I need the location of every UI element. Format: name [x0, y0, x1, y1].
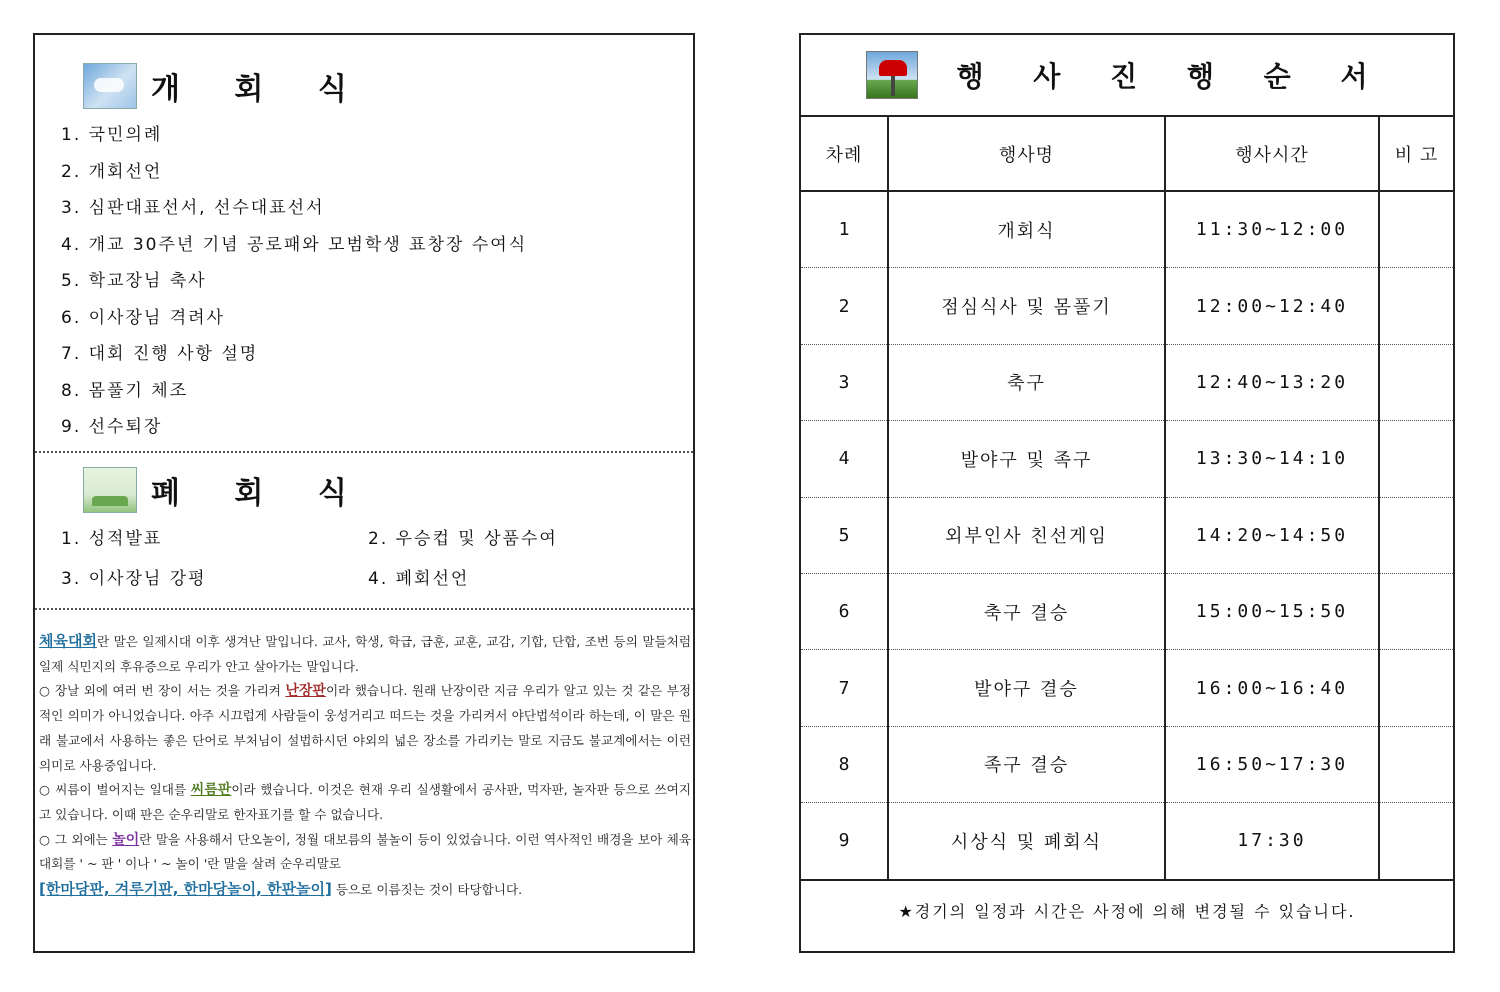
column-header-note: 비 고	[1379, 117, 1453, 191]
highlight-term: 놀이	[112, 831, 140, 848]
mailbox-image-icon	[866, 51, 918, 99]
highlight-term: [한마당판, 겨루기판, 한마당놀이, 한판놀이]	[39, 880, 332, 899]
closing-ceremony-title: 폐 회 식	[151, 476, 369, 511]
table-row	[801, 650, 1453, 726]
opening-ceremony-title: 개 회 식	[151, 72, 369, 107]
closing-item: 4. 폐회선언	[368, 569, 470, 589]
column-header-time: 행사시간	[1165, 117, 1379, 191]
schedule-table	[801, 117, 1453, 881]
closing-ceremony-list	[61, 525, 671, 593]
order-cell: 7	[801, 650, 888, 726]
note-cell	[1379, 726, 1453, 802]
ceremony-panel	[33, 33, 695, 953]
time-cell: 12:00~12:40	[1165, 268, 1379, 344]
closing-item: 2. 우승컵 및 상품수여	[368, 529, 558, 549]
section-divider	[35, 451, 693, 453]
opening-item: 5. 학교장님 축사	[61, 271, 207, 291]
time-cell: 17:30	[1165, 803, 1379, 880]
schedule-panel	[799, 33, 1455, 953]
order-cell: 2	[801, 268, 888, 344]
section-divider	[35, 608, 693, 610]
event-cell: 외부인사 친선게임	[888, 497, 1165, 573]
essay-paragraph	[39, 778, 691, 827]
essay-text: 란 말은 일제시대 이후 생겨난 말입니다. 교사, 학생, 학급, 급훈, 교훈, 교감, 기합, 단합, 조번 등의 말들처럼 일제 식민지의 후유증으로 우리가 안고 살아가는 말입니다.	[39, 634, 691, 674]
note-cell	[1379, 191, 1453, 268]
note-cell	[1379, 650, 1453, 726]
table-row	[801, 726, 1453, 802]
event-cell: 점심식사 및 몸풀기	[888, 268, 1165, 344]
order-cell: 3	[801, 344, 888, 420]
highlight-term: 난장판	[285, 683, 326, 700]
event-cell: 축구	[888, 344, 1165, 420]
order-cell: 5	[801, 497, 888, 573]
time-cell: 12:40~13:20	[1165, 344, 1379, 420]
column-header-order: 차례	[801, 117, 888, 191]
table-row	[801, 573, 1453, 649]
opening-ceremony-list	[61, 117, 527, 446]
closing-item: 3. 이사장님 강평	[61, 569, 207, 589]
essay-paragraph	[39, 629, 691, 679]
order-cell: 9	[801, 803, 888, 880]
opening-item: 7. 대회 진행 사항 설명	[61, 344, 259, 364]
table-row	[801, 497, 1453, 573]
grass-image-icon	[83, 467, 137, 513]
opening-item: 3. 심판대표선서, 선수대표선서	[61, 198, 325, 218]
opening-item: 6. 이사장님 격려사	[61, 307, 225, 328]
opening-item: 4. 개교 30주년 기념 공로패와 모범학생 표창장 수여식	[61, 234, 528, 255]
event-cell: 개회식	[888, 191, 1165, 268]
order-cell: 8	[801, 726, 888, 802]
opening-item: 8. 몸풀기 체조	[61, 380, 189, 401]
opening-item: 9. 선수퇴장	[61, 417, 163, 437]
order-cell: 4	[801, 421, 888, 497]
essay-paragraph	[39, 679, 691, 778]
essay-text: ○ 장날 외에 여러 번 장이 서는 것을 가리켜	[39, 683, 286, 699]
table-row	[801, 803, 1453, 880]
essay-text: 란 말을 사용해서 단오놀이, 정월 대보름의 불놀이 등이 있었습니다. 이런 역사적인 배경을 보아 체육대회를 ' ~ 판 ' 이나 ' ~ 놀이 '란 말을 살려 순우리말로	[39, 831, 691, 872]
table-row	[801, 421, 1453, 497]
schedule-footnote: ★경기의 일정과 시간은 사정에 의해 변경될 수 있습니다.	[898, 902, 1356, 921]
essay-text: 이라 했습니다. 이것은 현재 우리 실생활에서 공사판, 먹자판, 놀자판 등으로 쓰여지고 있습니다. 이때 판은 순우리말로 한자표기를 할 수 없습니다.	[39, 782, 691, 822]
schedule-header	[801, 35, 1453, 117]
essay-text: ○ 씨름이 벌어지는 일대를	[39, 782, 191, 798]
essay-paragraph	[39, 828, 691, 877]
closing-item: 1. 성적발표	[61, 529, 163, 549]
order-cell: 6	[801, 573, 888, 649]
table-row	[801, 268, 1453, 344]
column-header-event: 행사명	[888, 117, 1165, 191]
opening-ceremony-header	[83, 63, 369, 109]
time-cell: 15:00~15:50	[1165, 573, 1379, 649]
sky-image-icon	[83, 63, 137, 109]
time-cell: 16:00~16:40	[1165, 650, 1379, 726]
opening-item: 1. 국민의례	[61, 125, 163, 145]
essay-text: ○ 그 외에는	[39, 831, 113, 847]
order-cell: 1	[801, 191, 888, 268]
highlight-term: 씨름판	[190, 782, 232, 799]
essay-paragraph	[39, 877, 691, 903]
schedule-title: 행 사 진 행 순 서	[956, 60, 1388, 93]
event-cell: 발야구 및 족구	[888, 421, 1165, 497]
note-cell	[1379, 573, 1453, 649]
event-cell: 발야구 결승	[888, 650, 1165, 726]
event-cell: 시상식 및 폐회식	[888, 803, 1165, 880]
opening-item: 2. 개회선언	[61, 161, 163, 182]
highlight-term: 체육대회	[39, 632, 97, 650]
event-cell: 축구 결승	[888, 573, 1165, 649]
closing-ceremony-header	[83, 467, 369, 513]
time-cell: 16:50~17:30	[1165, 726, 1379, 802]
note-cell	[1379, 497, 1453, 573]
time-cell: 13:30~14:10	[1165, 421, 1379, 497]
event-cell: 족구 결승	[888, 726, 1165, 802]
note-cell	[1379, 268, 1453, 344]
table-row	[801, 191, 1453, 268]
essay-text: 이라 했습니다. 원래 난장이란 지금 우리가 알고 있는 것 같은 부정적인 의미가 아니었습니다. 아주 시끄럽게 사람들이 웅성거리고 떠드는 것을 가리켜서 야단법석이라 하는데, 이 말은 원래 불교에서 사용하는 좋은 단어로 부처님이 설법하시던 야외의 넓은 장소를 가리키는 말로 지금도 불교계에서는 이런 의미로 사용중입니다.	[39, 683, 691, 773]
time-cell: 14:20~14:50	[1165, 497, 1379, 573]
essay-text: 등으로 이름짓는 것이 타당합니다.	[331, 882, 523, 898]
note-cell	[1379, 803, 1453, 880]
sports-day-essay	[39, 629, 691, 903]
time-cell: 11:30~12:00	[1165, 191, 1379, 268]
table-row	[801, 344, 1453, 420]
note-cell	[1379, 421, 1453, 497]
note-cell	[1379, 344, 1453, 420]
table-header-row	[801, 117, 1453, 191]
